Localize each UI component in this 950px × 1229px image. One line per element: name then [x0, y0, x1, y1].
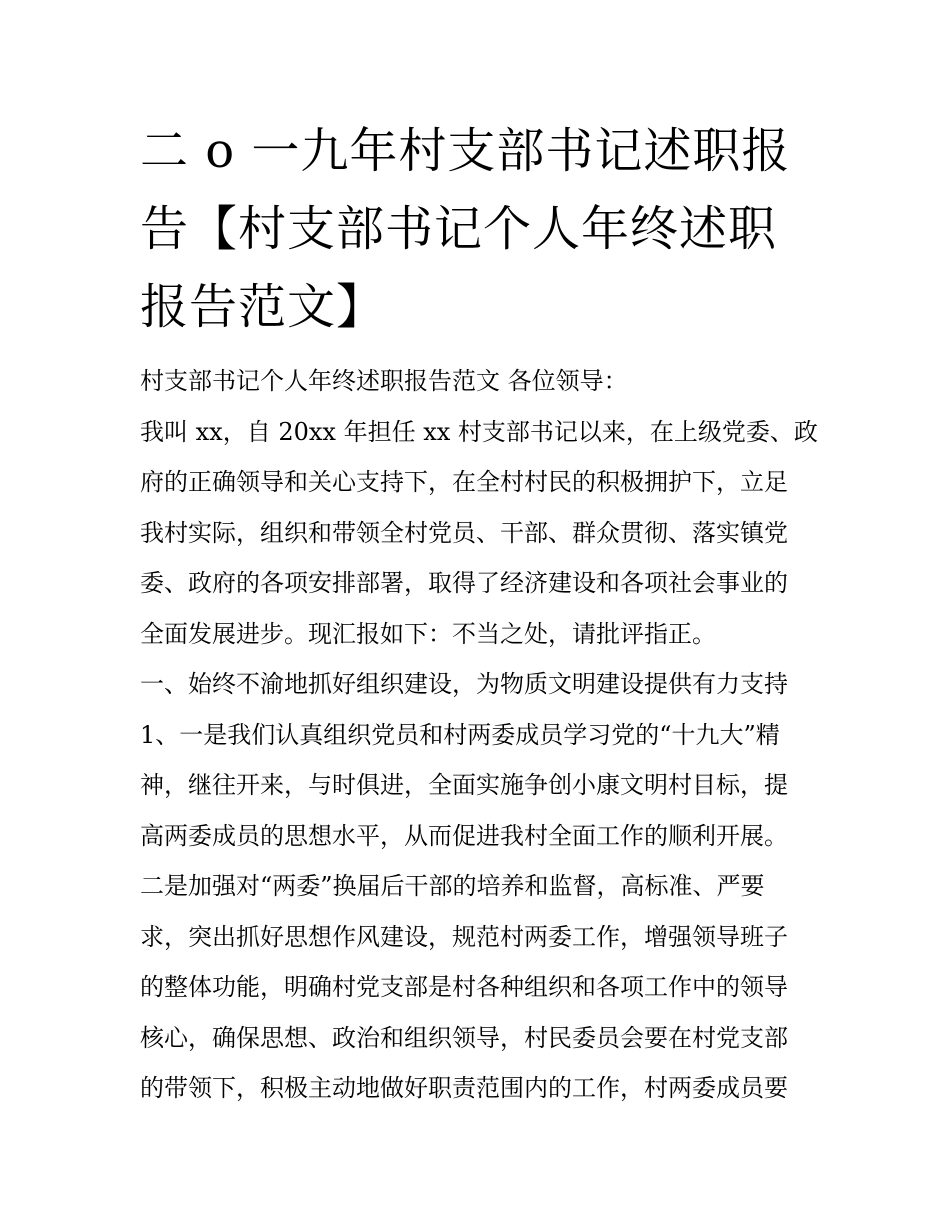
title-line: 报告范文】	[140, 279, 386, 335]
text-line: 村支部书记个人年终述职报告范文 各位领导：	[140, 367, 628, 395]
body-paragraph	[140, 861, 815, 1114]
text-line: 我叫 xx，自 20xx 年担任 xx 村支部书记以来，在上级党委、政	[140, 417, 818, 446]
text-line: 高两委成员的思想水平，从而促进我村全面工作的顺利开展。	[140, 821, 788, 850]
text-line: 求，突出抓好思想作风建设，规范村两委工作，增强领导班子	[140, 922, 788, 951]
text-line: 一、始终不渝地抓好组织建设，为物质文明建设提供有力支持	[140, 670, 788, 698]
text-line: 我村实际，组织和带领全村党员、干部、群众贯彻、落实镇党	[140, 518, 788, 547]
intro-paragraph	[140, 407, 818, 660]
salutation-paragraph	[140, 356, 815, 407]
text-line: 1、一是我们认真组织党员和村两委成员学习党的“十九大”精	[140, 720, 780, 749]
document-content	[140, 112, 818, 1114]
section-heading	[140, 659, 815, 710]
text-line: 府的正确领导和关心支持下，在全村村民的积极拥护下，立足	[140, 468, 788, 496]
title-line: 告【村支部书记个人年终述职	[140, 201, 778, 257]
body-paragraph	[140, 710, 815, 862]
title-line: 二 o 一九年村支部书记述职报	[140, 123, 791, 179]
text-line: 的整体功能，明确村党支部是村各种组织和各项工作中的领导	[140, 973, 788, 1001]
text-line: 二是加强对“两委”换届后干部的培养和监督，高标准、严要	[140, 872, 765, 900]
text-line: 委、政府的各项安排部署，取得了经济建设和各项社会事业的	[140, 569, 788, 597]
text-line: 全面发展进步。现汇报如下：不当之处，请批评指正。	[140, 619, 716, 648]
document-body	[140, 356, 818, 1114]
text-line: 的带领下，积极主动地做好职责范围内的工作，村两委成员要	[140, 1074, 788, 1102]
text-line: 核心，确保思想、政治和组织领导，村民委员会要在村党支部	[140, 1023, 788, 1052]
text-line: 神，继往开来，与时俱进，全面实施争创小康文明村目标，提	[140, 771, 788, 799]
document-title	[140, 112, 815, 346]
